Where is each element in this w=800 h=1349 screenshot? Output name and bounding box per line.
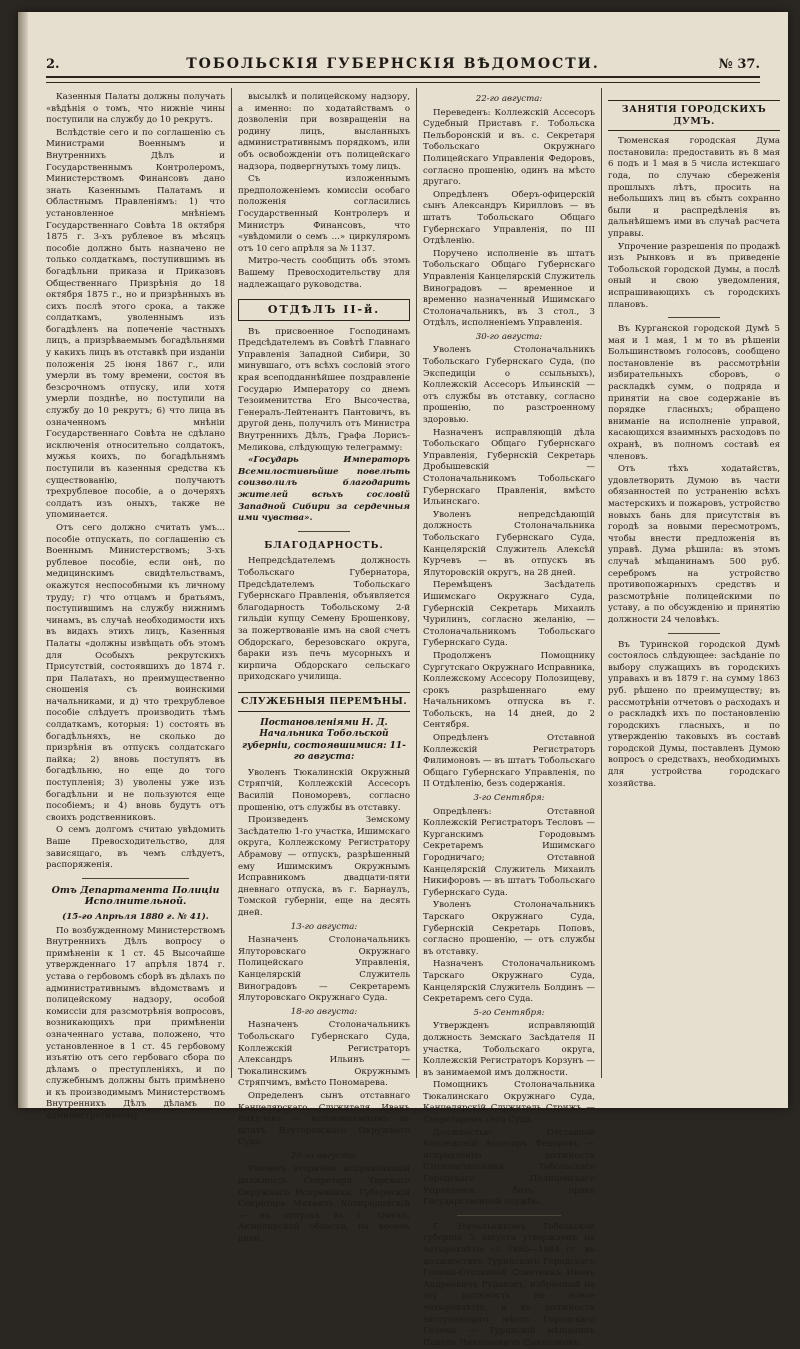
paragraph: Продолженъ Помощнику Сургутскаго Окружнаго Исправника, Коллежскому Ассесору Полозищеву, срокъ разрѣшеннаго ему Начальникомъ отпуска въ г. Тобольскъ, на 14 дней, до 2 Сентября. <box>423 650 595 731</box>
paragraph: Опредѣленъ Отставной Коллежскій Регистраторъ Филимоновъ — въ штатъ Тобольскаго Общаго Губернскаго Управленія, по II Отдѣленію, безъ содержанія. <box>423 733 595 790</box>
header-rule <box>46 82 760 83</box>
column-2 <box>231 88 416 1245</box>
paragraph: Уволенъ Тюкалинскій Окружный Стряпчій, Коллежскій Ассесоръ Василій Пономоревъ, согласно прошенію, отъ службы въ отставку. <box>238 767 410 813</box>
date-line: 20-го августа: <box>290 1150 358 1161</box>
paragraph: Назначенъ Столоначальникъ Тобольскаго Губернскаго Суда, Коллежскій Регистраторъ Александръ Ильинъ — Тюкалинскимъ Окружнымъ Стряпчимъ, вмѣсто Пономарева. <box>238 1020 410 1089</box>
issue-number: № 37. <box>718 57 760 72</box>
divider <box>298 531 350 532</box>
divider <box>668 633 720 634</box>
paragraph: Должностью Отставной Коллежскій Ассесоръ Федоровъ — исправленію должности Столоначальника Тобольскаго Городскаго Полицейскаго Управленія, безъ правъ Государственной службы. <box>423 1127 595 1208</box>
paragraph: Уволенъ вторично исправляющій должность Секретаря Тарскаго Окружнаго Исправника, Губернскій Секретарь Михаилъ Колиродинскій — въ отпускъ въ г. Омскъ, Акмолинской области, на восемь дней. <box>238 1164 410 1245</box>
department-source: Отъ Департамента Полиціи Исполнительной. <box>51 884 220 908</box>
column-4 <box>601 88 786 1078</box>
paragraph: Тюменская городская Дума постановила: предоставить въ 8 мая 6 подъ и 1 мая в 5 числа истекшаго года, по случаю сбереженія прошлыхъ лѣтъ, просить на небольшихъ лиц въ сбыть сохранно были и распредѣленія въ дальнѣйшемъ ими въ случаѣ расчета управы. <box>608 136 780 239</box>
divider <box>82 878 189 879</box>
paragraph: Г. Начальникомъ Тобольской губерніи 5 августа утвержденъ на четырехлѣтіе съ 1880—1884 гг. въ должностяхъ Туринскаго Городскаго Головы-Отставной Советникъ Иванъ Андреевичъ Рудаковъ, избранный на эту должность на новое четырехлѣтіе, и въ должности заступающаго мѣсто Городскаго Головы — Туринскій мѣщанинъ Павелъ Николаевичъ Сыколоковъ. <box>423 1221 595 1348</box>
page-number: 2. <box>46 57 60 72</box>
page-header <box>46 52 760 78</box>
paragraph: Определенъ сынъ отставнаго Канцелярскаго Служителя Иванъ Викуловъ — вольнонаемнымъ въ штатъ Ялуторовскаго Окружнаго Суда. <box>238 1090 410 1148</box>
paragraph: Опредѣленъ: Отставной Коллежскій Регистраторъ Тесловъ — Курганскимъ Городовымъ Секретаремъ Ишимскаго Городничаго; Отставной Канцелярскій Служитель Михаилъ Никифоровъ — въ штатъ Тобольскаго Губернскаго Суда. <box>423 806 595 898</box>
paragraph: Съ изложеннымъ предположеніемъ комиссіи особаго положенія согласились Государственный Контролеръ и Министръ Финансовъ, что «увѣдомили о семъ ...» циркуляромъ отъ 10 сего апрѣля за № 1137. <box>238 174 410 254</box>
newspaper-page <box>18 12 788 1348</box>
paragraph: Переведенъ: Коллежскій Ассесоръ Судебный Приставъ г. Тобольска Пельборонскій и въ. с. Секретаря Тобольскаго Окружнаго Полицейскаго Управленія Федоровъ, согласно прошенію, одинъ на мѣсто другаго. <box>423 107 595 188</box>
paragraph: Уволенъ Столоначальникъ Тобольскаго Губернскаго Суда, (по Экспедиціи о ссыльныхъ), Коллежскій Ассесоръ Ильинскій — отъ службы въ отставку, согласно прошенію, по разстроенному здоровью. <box>423 345 595 426</box>
divider <box>457 1215 560 1216</box>
date-line: 5-го Сентября: <box>473 1007 545 1018</box>
paragraph: Казенныя Палаты должны получать «вѣдѣнія о томъ, что нижніе чины поступили на службу до 10 рекрутъ. <box>46 92 225 126</box>
gazette-title: ТОБОЛЬСКІЯ ГУБЕРНСКІЯ ВѢДОМОСТИ. <box>186 56 600 72</box>
date-line: 30-го августа: <box>475 331 543 342</box>
paragraph: О семъ долгомъ считаю увѣдомить Ваше Превосходительство, для зависящаго, въ чемъ слѣдуетъ, распоряженія. <box>46 825 225 871</box>
paragraph: Въ Туринской городской Думѣ состоялось слѣдующее: засѣданіе по выбору служащихъ въ городскихъ управахъ и въ 1879 г. на сумму 1863 руб. рѣшено по преимуществу; въ рассмотрѣніи отчетовъ о расходахъ и о раскладкѣ ихъ по постановленію городскихъ гласныхъ, и по утвержденію таковыхъ въ составѣ городской Думы, поставленъ Думою вопросъ о средствахъ, необходимыхъ для устройства городскаго хозяйства. <box>608 639 780 789</box>
date-line: 3-го Сентября: <box>473 793 545 804</box>
paragraph: высылкѣ и полицейскому надзору, а именно: по ходатайствамъ о дозволеніи при возвращеніи на родину лицъ, высланныхъ административнымъ порядкомъ, или объ освобожденіи отъ полицейскаго надзора, подвергнутыхъ тому лицъ. <box>238 92 410 172</box>
thanks-heading: БЛАГОДАРНОСТЬ. <box>264 539 384 551</box>
paragraph: Назначенъ Столоначальникомъ Тарскаго Окружнаго Суда, Канцелярскій Служитель Болдинъ — Секретаремъ сего Суда. <box>423 959 595 1005</box>
paragraph: Перемѣщенъ Засѣдатель Ишимскаго Окружнаго Суда, Губернскій Секретарь Михаилъ Чурилинъ, согласно желанію, — Столоначальникомъ Тобольскаго Губернскаго Суда. <box>423 580 595 649</box>
paragraph: Уволенъ непредсѣдающій должность Столоначальника Тобольскаго Губернскаго Суда, Канцелярскій Служитель Алексѣй Курчевъ — въ отпускъ въ Ялуторовскій округъ, на 28 дней. <box>423 509 595 578</box>
paragraph: Отъ тѣхъ ходатайствъ, удовлетворить Думою въ части обязанностей по устраненію всѣхъ мастерскихъ и пожаровъ, устройство новыхъ бань для присутствія въ городѣ за новыми пересмотромъ, чтобы внести предложенія въ управѣ. Дума рѣшила: въ этомъ случаѣ мѣщанинамъ 500 руб. серебромъ на устройство противопожарныхъ средствъ и разсмотрѣніе полицейскими по уставу, а по обсужденію и принятію должности 24 человѣкъ. <box>608 464 780 625</box>
paragraph: Вслѣдствіе сего и по соглашенію съ Министрами Военнымъ и Внутреннихъ Дѣлъ и Государственнымъ Контролеромъ, Министерствомъ Финансовъ дано знать Казеннымъ Палатамъ и Областнымъ Правленіямъ: 1) что установленное мнѣніемъ Государственнаго Совѣта 18 октября 1875 г. 3-хъ рублевое въ мѣсяцъ пособіе должно быть назначено не только солдаткамъ, поступившимъ въ богадѣльни приказа и Приказовъ Общественнаго Призрѣнія до 18 октября 1875 г., но и призрѣнныхъ въ сихъ послѣ этого срока, а также солдаткамъ, уволеннымъ изъ богадѣленъ на попеченіе частныхъ лицъ, а призрѣваемымъ богадѣльнями у какихъ лицъ въ отставкѣ при изданіи положенія 25 іюня 1867 г., или умерли въ тому времени, состоя въ безсрочномъ отпуску, или хотя умерли позднѣе, но поступили на службу до 10 рекрутъ; 6) что лица въ означенномъ мнѣніи Государственнаго Совѣта не сдѣлано исключенія относительно солдатокъ, мужья коихъ, по богадѣльнямъ поступили въ казенныя средства къ существованію, получаютъ трехрублевое пособіе, а о дочеряхъ солдатъ изъ оныхъ, также не упоминается. <box>46 127 225 521</box>
paragraph: Митро-честь сообщить объ этомъ Вашему Превосходительству для надлежащаго руководства. <box>238 256 410 290</box>
paragraph: Уволенъ Столоначальникъ Тарскаго Окружнаго Суда, Губернскій Секретарь Поповъ, согласно прошенію, — отъ службы въ отставку. <box>423 900 595 957</box>
city-councils-heading: ЗАНЯТІЯ ГОРОДСКИХЪ ДУМЪ. <box>608 100 780 131</box>
paragraph: Назначенъ Столоначальникъ Ялуторовскаго Окружнаго Полицейскаго Управленія, Канцелярскій Служитель Виноградовъ — Секретаремъ Ялуторовскаго Окружнаго Суда. <box>238 935 410 1004</box>
paragraph: Поручено исполненіе въ штатъ Тобольскаго Общаго Губернскаго Управленія Канцелярскій Служитель Виноградовъ — временное и временно назначенный Ишимскаго Столоначальникъ, въ 3 стол., 3 Отдѣлъ, исполненіемъ Управленія. <box>423 248 595 329</box>
paragraph: Въ присвоенное Господинамъ Предсѣдателемъ въ Совѣтѣ Главнаго Управленія Западной Сибири, 30 минувшаго, отъ всѣхъ сословій этого края всеподданнѣйшее поздравленіе Государю Императору со днемъ Тезоименитства Его Высочества, Генералъ-Лейтенантъ Пантовичъ, въ другой день, получилъ отъ Министра Внутреннихъ Дѣлъ, Графа Лорисъ-Меликова, слѣдующую телеграмму: <box>238 326 410 453</box>
paragraph: Отъ сего должно считать умъ... пособіе отпускать, по соглашенію съ Военнымъ Министерствомъ; 3-хъ рублевое пособіе, если онѣ, по медицинскимъ свидѣтельствамъ, окажутся неспособными къ личному труду; г) что отцамъ и братьямъ, поступившимъ на службу нижнимъ чинамъ, въ случаѣ необходимости ихъ въ видахъ этихъ лицъ, Казенныя Палаты «должны извѣщать объ этомъ для Особыхъ рекрутскихъ Присутствій, состоявшихъ до 1874 г. при Палатахъ, но преимущественно сношенія съ воинскими начальниками, и д) что трехрублевое пособіе слѣдуетъ производить тѣмъ солдаткамъ, которыя: 1) состоять въ богадѣльняхъ, не сколько до призрѣнія въ отпускъ солдатскаго пайка; 2) вновь поступятъ въ богадѣльню, но еще до того поступленія; 3) уволены уже изъ богадѣльни и не пользуются еще пособіемъ; и 4) вновь будутъ отъ своихъ родственниковъ. <box>46 522 225 823</box>
column-1 <box>46 88 231 1122</box>
column-3 <box>416 88 601 1348</box>
paragraph: По возбужденному Министерствомъ Внутреннихъ Дѣлъ вопросу о примѣненіи к 1 ст. 45 Высочайше утвержденнаго 17 апрѣля 1874 г. устава о гербовомъ сборѣ въ дѣлахъ по административнымъ вѣдомствамъ и полицейскому надзору, особой комиссіи для разсмотрѣнія вопросовъ, возникающихъ при примѣненіи означеннаго устава, положено, что установленное в 1 ст. 45 гербовому изъятію отъ сего гербоваго сбора по дѣламъ о преступленіяхъ, и по служебнымъ должны быть примѣнено и къ производимымъ Министерствомъ Внутреннихъ Дѣлъ дѣламъ по административному <box>46 925 225 1122</box>
paragraph: Помощникъ Столоначальника Тюкалинскаго Окружнаго Суда, Канцелярскій Служитель Стрижъ — Секретаремъ сего Суда. <box>423 1080 595 1126</box>
paragraph: Назначенъ исправляющій дѣла Тобольскаго Общаго Губернскаго Управленія, Губернскій Секретарь Дробышевскій — Столоначальникомъ Тобольскаго Губернскаго Правленія, вмѣсто Ильинскаго. <box>423 427 595 508</box>
paragraph: Упрочение разрешенія по продажѣ изъ Рынковъ и въ приведеніе Тобольской городской Думы, а послѣ оный и свою уведомления, испрашивающихъ съ городскихъ плановъ. <box>608 241 780 310</box>
divider <box>668 317 720 318</box>
paragraph: Въ Курганской городской Думѣ 5 мая и 1 мая, 1 м то въ рѣшеніи Большинствомъ голосовъ, сообщено постановленіе въ рассмотрѣніи избирательныхъ сборовъ, о раскладкѣ сумм, о подряда и принятіи на свое содержаніе въ порядке гласныхъ; обращено вниманіе на исполненіе управой, касающихся взаимныхъ расходовъ по охранѣ, въ полномъ составѣ ея членовъ. <box>608 324 780 462</box>
date-line: 13-го августа: <box>290 921 358 932</box>
service-changes-heading: СЛУЖЕБНЫЯ ПЕРЕМѢНЫ. <box>238 692 410 712</box>
page-fold-shadow <box>18 12 28 1108</box>
text-columns <box>46 88 788 1348</box>
paragraph: Утвержденъ исправляющій должность Земскаго Засѣдателя II участка, Тобольскаго округа, Коллежскій Регистраторъ Корзунъ — въ занимаемой имъ должности. <box>423 1021 595 1078</box>
date-line: 22-го августа: <box>475 94 543 104</box>
paragraph: Произведенъ Земскому Засѣдателю 1-го участка, Ишимскаго округа, Коллежскому Регистратору Абрамову — отпускъ, разрѣшенный ему Ишимскимъ Окружнымъ Исправникомъ двадцати-пяти дневнаго отпуска, въ г. Барнаулъ, Томской губерніи, еще на десять дней. <box>238 815 410 918</box>
telegram-text: «Государь Императоръ Всемилостивѣйше повелѣть соизволилъ благодарить жителей всѣхъ сословій Западной Сибири за сердечныя ими чувства». <box>238 455 410 524</box>
circular-date: (15-го Апрѣля 1880 г. № 41). <box>62 911 209 922</box>
date-line: 18-го августа: <box>290 1006 358 1017</box>
paragraph: Опредѣленъ Оберъ-офицерскій сынъ Александръ Кирилловъ — въ штатъ Тобольскаго Общаго Губернскаго Управленія, по III Отдѣленію. <box>423 189 595 247</box>
paragraph: Непредсѣдателемъ должность Тобольскаго Губернатора, Предсѣдателемъ Тобольскаго Губернскаго Правленія, объявляется благодарность Тобольскому 2-й гильдіи купцу Семену Брошенкову, за пожертвованіе имъ на свой счетъ Обдорскаго, березовскаго округа, бараки изъ печь мусорныхъ и кирпича Обдорскаго сельскаго приходскаго училища. <box>238 556 410 683</box>
decree-heading: Постановленіями Н. Д. Начальника Тобольской губерніи, состоявшимися: 11-го августа: <box>242 717 406 763</box>
section-title: ОТДѢЛЪ II-й. <box>238 299 410 321</box>
